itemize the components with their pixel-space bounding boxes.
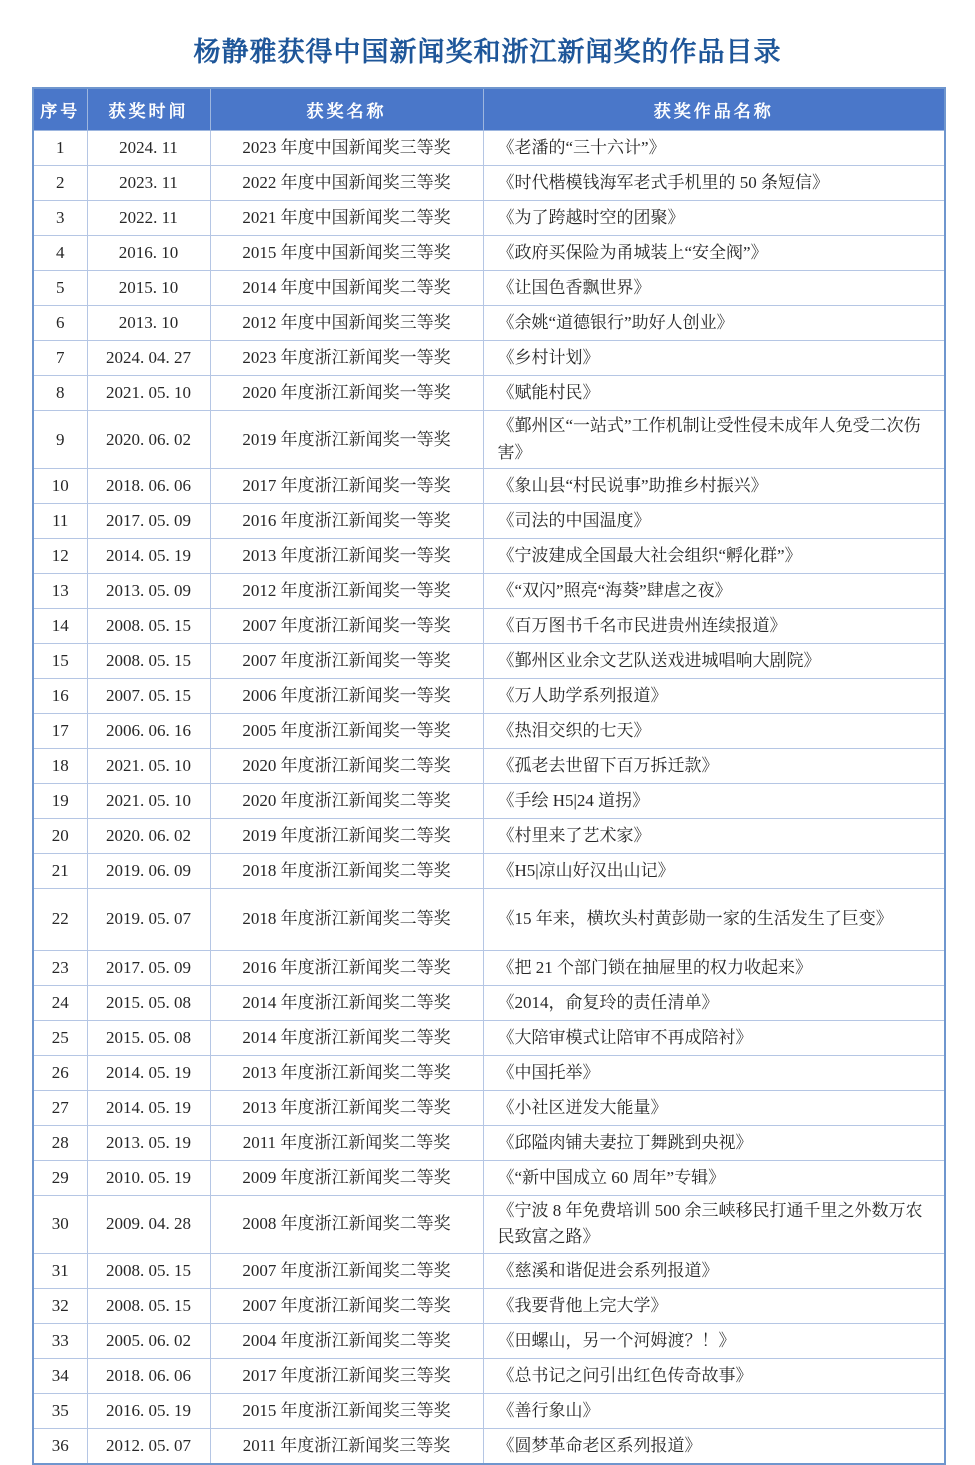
- row-number-cell: 27: [33, 1091, 87, 1126]
- work-title-cell: 《手绘 H5|24 道拐》: [483, 784, 945, 819]
- table-row: [33, 986, 945, 1021]
- award-date-cell: 2018. 06. 06: [87, 1358, 210, 1393]
- work-title-cell: 《鄞州区业余文艺队送戏进城唱响大剧院》: [483, 644, 945, 679]
- table-row: [33, 131, 945, 166]
- award-date-cell: 2024. 04. 27: [87, 341, 210, 376]
- row-number-cell: 30: [33, 1196, 87, 1254]
- award-name-cell: 2015 年度中国新闻奖三等奖: [210, 236, 483, 271]
- table-row: [33, 609, 945, 644]
- award-name-cell: 2007 年度浙江新闻奖二等奖: [210, 1288, 483, 1323]
- award-name-cell: 2011 年度浙江新闻奖二等奖: [210, 1126, 483, 1161]
- row-number-cell: 11: [33, 504, 87, 539]
- row-number-cell: 19: [33, 784, 87, 819]
- award-name-cell: 2013 年度浙江新闻奖一等奖: [210, 539, 483, 574]
- table-row: [33, 644, 945, 679]
- award-date-cell: 2017. 05. 09: [87, 951, 210, 986]
- row-number-cell: 14: [33, 609, 87, 644]
- award-name-cell: 2017 年度浙江新闻奖一等奖: [210, 469, 483, 504]
- column-header-no: 序号: [33, 88, 87, 131]
- award-date-cell: 2008. 05. 15: [87, 1288, 210, 1323]
- row-number-cell: 24: [33, 986, 87, 1021]
- table-row: [33, 784, 945, 819]
- work-title-cell: 《司法的中国温度》: [483, 504, 945, 539]
- award-name-cell: 2014 年度中国新闻奖二等奖: [210, 271, 483, 306]
- row-number-cell: 35: [33, 1393, 87, 1428]
- award-name-cell: 2009 年度浙江新闻奖二等奖: [210, 1161, 483, 1196]
- table-row: [33, 574, 945, 609]
- table-row: [33, 819, 945, 854]
- award-name-cell: 2023 年度浙江新闻奖一等奖: [210, 341, 483, 376]
- award-name-cell: 2012 年度浙江新闻奖一等奖: [210, 574, 483, 609]
- table-row: [33, 166, 945, 201]
- award-date-cell: 2014. 05. 19: [87, 1056, 210, 1091]
- award-date-cell: 2020. 06. 02: [87, 411, 210, 469]
- work-title-cell: 《宁波建成全国最大社会组织“孵化群”》: [483, 539, 945, 574]
- table-row: [33, 1021, 945, 1056]
- award-date-cell: 2005. 06. 02: [87, 1323, 210, 1358]
- work-title-cell: 《中国托举》: [483, 1056, 945, 1091]
- row-number-cell: 18: [33, 749, 87, 784]
- row-number-cell: 22: [33, 889, 87, 951]
- table-row: [33, 1091, 945, 1126]
- table-row: [33, 376, 945, 411]
- table-row: [33, 1126, 945, 1161]
- award-name-cell: 2021 年度中国新闻奖二等奖: [210, 201, 483, 236]
- row-number-cell: 25: [33, 1021, 87, 1056]
- row-number-cell: 12: [33, 539, 87, 574]
- award-date-cell: 2015. 10: [87, 271, 210, 306]
- award-name-cell: 2018 年度浙江新闻奖二等奖: [210, 854, 483, 889]
- work-title-cell: 《田螺山，另一个河姆渡？！》: [483, 1323, 945, 1358]
- award-name-cell: 2023 年度中国新闻奖三等奖: [210, 131, 483, 166]
- work-title-cell: 《圆梦革命老区系列报道》: [483, 1428, 945, 1464]
- award-date-cell: 2014. 05. 19: [87, 539, 210, 574]
- work-title-cell: 《让国色香飘世界》: [483, 271, 945, 306]
- row-number-cell: 36: [33, 1428, 87, 1464]
- award-name-cell: 2014 年度浙江新闻奖二等奖: [210, 1021, 483, 1056]
- row-number-cell: 33: [33, 1323, 87, 1358]
- table-row: [33, 504, 945, 539]
- award-name-cell: 2018 年度浙江新闻奖二等奖: [210, 889, 483, 951]
- work-title-cell: 《鄞州区“一站式”工作机制让受性侵未成年人免受二次伤害》: [483, 411, 945, 469]
- award-date-cell: 2019. 06. 09: [87, 854, 210, 889]
- award-name-cell: 2022 年度中国新闻奖三等奖: [210, 166, 483, 201]
- table-row: [33, 341, 945, 376]
- award-date-cell: 2006. 06. 16: [87, 714, 210, 749]
- work-title-cell: 《慈溪和谐促进会系列报道》: [483, 1253, 945, 1288]
- row-number-cell: 20: [33, 819, 87, 854]
- work-title-cell: 《“双闪”照亮“海葵”肆虐之夜》: [483, 574, 945, 609]
- award-date-cell: 2018. 06. 06: [87, 469, 210, 504]
- award-date-cell: 2009. 04. 28: [87, 1196, 210, 1254]
- award-date-cell: 2021. 05. 10: [87, 784, 210, 819]
- award-name-cell: 2014 年度浙江新闻奖二等奖: [210, 986, 483, 1021]
- award-date-cell: 2008. 05. 15: [87, 1253, 210, 1288]
- award-date-cell: 2013. 05. 09: [87, 574, 210, 609]
- table-row: [33, 201, 945, 236]
- column-header-award: 获奖名称: [210, 88, 483, 131]
- row-number-cell: 8: [33, 376, 87, 411]
- work-title-cell: 《孤老去世留下百万拆迁款》: [483, 749, 945, 784]
- award-date-cell: 2020. 06. 02: [87, 819, 210, 854]
- table-row: [33, 411, 945, 469]
- table-row: [33, 854, 945, 889]
- work-title-cell: 《H5|凉山好汉出山记》: [483, 854, 945, 889]
- header-row: [33, 88, 945, 131]
- table-row: [33, 1196, 945, 1254]
- table-row: [33, 539, 945, 574]
- award-name-cell: 2011 年度浙江新闻奖三等奖: [210, 1428, 483, 1464]
- award-name-cell: 2017 年度浙江新闻奖三等奖: [210, 1358, 483, 1393]
- row-number-cell: 3: [33, 201, 87, 236]
- row-number-cell: 26: [33, 1056, 87, 1091]
- awards-table-header: [33, 88, 945, 131]
- row-number-cell: 29: [33, 1161, 87, 1196]
- row-number-cell: 31: [33, 1253, 87, 1288]
- award-name-cell: 2007 年度浙江新闻奖一等奖: [210, 644, 483, 679]
- award-date-cell: 2022. 11: [87, 201, 210, 236]
- column-header-work: 获奖作品名称: [483, 88, 945, 131]
- work-title-cell: 《15 年来，横坎头村黄彭勋一家的生活发生了巨变》: [483, 889, 945, 951]
- award-name-cell: 2020 年度浙江新闻奖二等奖: [210, 784, 483, 819]
- award-date-cell: 2016. 05. 19: [87, 1393, 210, 1428]
- award-name-cell: 2007 年度浙江新闻奖一等奖: [210, 609, 483, 644]
- award-date-cell: 2008. 05. 15: [87, 644, 210, 679]
- table-row: [33, 1323, 945, 1358]
- award-name-cell: 2020 年度浙江新闻奖一等奖: [210, 376, 483, 411]
- work-title-cell: 《大陪审模式让陪审不再成陪衬》: [483, 1021, 945, 1056]
- row-number-cell: 21: [33, 854, 87, 889]
- award-name-cell: 2016 年度浙江新闻奖二等奖: [210, 951, 483, 986]
- work-title-cell: 《2014，俞复玲的责任清单》: [483, 986, 945, 1021]
- award-date-cell: 2007. 05. 15: [87, 679, 210, 714]
- work-title-cell: 《余姚“道德银行”助好人创业》: [483, 306, 945, 341]
- work-title-cell: 《热泪交织的七天》: [483, 714, 945, 749]
- work-title-cell: 《善行象山》: [483, 1393, 945, 1428]
- table-row: [33, 1428, 945, 1464]
- work-title-cell: 《我要背他上完大学》: [483, 1288, 945, 1323]
- table-row: [33, 469, 945, 504]
- award-date-cell: 2008. 05. 15: [87, 609, 210, 644]
- table-row: [33, 236, 945, 271]
- table-row: [33, 714, 945, 749]
- award-name-cell: 2019 年度浙江新闻奖二等奖: [210, 819, 483, 854]
- table-row: [33, 1393, 945, 1428]
- award-name-cell: 2004 年度浙江新闻奖二等奖: [210, 1323, 483, 1358]
- award-name-cell: 2013 年度浙江新闻奖二等奖: [210, 1056, 483, 1091]
- row-number-cell: 16: [33, 679, 87, 714]
- row-number-cell: 10: [33, 469, 87, 504]
- award-date-cell: 2014. 05. 19: [87, 1091, 210, 1126]
- table-row: [33, 306, 945, 341]
- row-number-cell: 7: [33, 341, 87, 376]
- row-number-cell: 9: [33, 411, 87, 469]
- award-name-cell: 2013 年度浙江新闻奖二等奖: [210, 1091, 483, 1126]
- row-number-cell: 17: [33, 714, 87, 749]
- award-date-cell: 2019. 05. 07: [87, 889, 210, 951]
- work-title-cell: 《赋能村民》: [483, 376, 945, 411]
- row-number-cell: 2: [33, 166, 87, 201]
- table-row: [33, 1358, 945, 1393]
- award-date-cell: 2010. 05. 19: [87, 1161, 210, 1196]
- award-date-cell: 2021. 05. 10: [87, 749, 210, 784]
- awards-table-body: [33, 131, 945, 1464]
- work-title-cell: 《乡村计划》: [483, 341, 945, 376]
- award-name-cell: 2020 年度浙江新闻奖二等奖: [210, 749, 483, 784]
- table-row: [33, 749, 945, 784]
- award-date-cell: 2013. 10: [87, 306, 210, 341]
- row-number-cell: 1: [33, 131, 87, 166]
- row-number-cell: 34: [33, 1358, 87, 1393]
- table-row: [33, 679, 945, 714]
- award-name-cell: 2015 年度浙江新闻奖三等奖: [210, 1393, 483, 1428]
- award-name-cell: 2012 年度中国新闻奖三等奖: [210, 306, 483, 341]
- work-title-cell: 《象山县“村民说事”助推乡村振兴》: [483, 469, 945, 504]
- award-date-cell: 2024. 11: [87, 131, 210, 166]
- table-row: [33, 951, 945, 986]
- row-number-cell: 5: [33, 271, 87, 306]
- work-title-cell: 《政府买保险为甬城装上“安全阀”》: [483, 236, 945, 271]
- award-date-cell: 2015. 05. 08: [87, 986, 210, 1021]
- row-number-cell: 28: [33, 1126, 87, 1161]
- work-title-cell: 《“新中国成立 60 周年”专辑》: [483, 1161, 945, 1196]
- column-header-date: 获奖时间: [87, 88, 210, 131]
- award-name-cell: 2005 年度浙江新闻奖一等奖: [210, 714, 483, 749]
- award-name-cell: 2006 年度浙江新闻奖一等奖: [210, 679, 483, 714]
- award-name-cell: 2007 年度浙江新闻奖二等奖: [210, 1253, 483, 1288]
- table-row: [33, 889, 945, 951]
- work-title-cell: 《时代楷模钱海军老式手机里的 50 条短信》: [483, 166, 945, 201]
- award-date-cell: 2012. 05. 07: [87, 1428, 210, 1464]
- table-row: [33, 1288, 945, 1323]
- award-date-cell: 2023. 11: [87, 166, 210, 201]
- work-title-cell: 《宁波 8 年免费培训 500 余三峡移民打通千里之外数万农民致富之路》: [483, 1196, 945, 1254]
- row-number-cell: 13: [33, 574, 87, 609]
- work-title-cell: 《总书记之问引出红色传奇故事》: [483, 1358, 945, 1393]
- row-number-cell: 23: [33, 951, 87, 986]
- work-title-cell: 《邱隘肉铺夫妻拉丁舞跳到央视》: [483, 1126, 945, 1161]
- award-date-cell: 2013. 05. 19: [87, 1126, 210, 1161]
- award-date-cell: 2016. 10: [87, 236, 210, 271]
- work-title-cell: 《百万图书千名市民进贵州连续报道》: [483, 609, 945, 644]
- award-name-cell: 2019 年度浙江新闻奖一等奖: [210, 411, 483, 469]
- award-name-cell: 2008 年度浙江新闻奖二等奖: [210, 1196, 483, 1254]
- table-row: [33, 271, 945, 306]
- award-date-cell: 2021. 05. 10: [87, 376, 210, 411]
- row-number-cell: 32: [33, 1288, 87, 1323]
- page-title: 杨静雅获得中国新闻奖和浙江新闻奖的作品目录: [193, 37, 782, 67]
- table-row: [33, 1056, 945, 1091]
- work-title-cell: 《村里来了艺术家》: [483, 819, 945, 854]
- work-title-cell: 《把 21 个部门锁在抽屉里的权力收起来》: [483, 951, 945, 986]
- table-row: [33, 1161, 945, 1196]
- awards-table: [32, 87, 946, 1464]
- work-title-cell: 《老潘的“三十六计”》: [483, 131, 945, 166]
- work-title-cell: 《小社区迸发大能量》: [483, 1091, 945, 1126]
- row-number-cell: 4: [33, 236, 87, 271]
- award-date-cell: 2015. 05. 08: [87, 1021, 210, 1056]
- row-number-cell: 15: [33, 644, 87, 679]
- work-title-cell: 《为了跨越时空的团聚》: [483, 201, 945, 236]
- award-name-cell: 2016 年度浙江新闻奖一等奖: [210, 504, 483, 539]
- table-row: [33, 1253, 945, 1288]
- award-date-cell: 2017. 05. 09: [87, 504, 210, 539]
- work-title-cell: 《万人助学系列报道》: [483, 679, 945, 714]
- row-number-cell: 6: [33, 306, 87, 341]
